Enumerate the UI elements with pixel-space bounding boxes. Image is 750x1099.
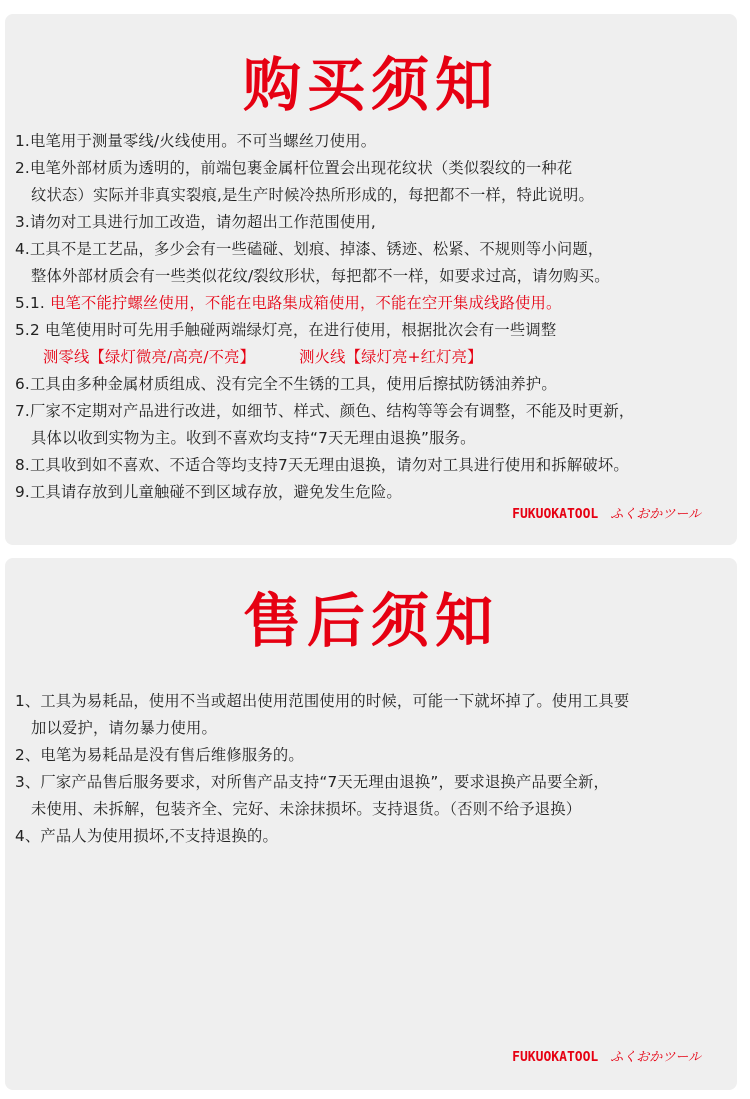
warning-number: 5.1.: [15, 294, 45, 312]
list-item: 2、电笔为易耗品是没有售后维修服务的。: [15, 746, 304, 764]
list-item: 3.请勿对工具进行加工改造，请勿超出工作范围使用,: [15, 213, 376, 231]
list-item-test-results: [15, 344, 723, 371]
list-item: 5.2 电笔使用时可先用手触碰两端绿灯亮，在进行使用，根据批次会有一些调整: [15, 321, 557, 339]
list-item: 未使用、未拆解，包装齐全、完好、未涂抹损坏。支持退货。（否则不给予退换）: [31, 800, 582, 818]
list-item: 加以爱护，请勿暴力使用。: [31, 719, 217, 737]
brand-latin: FUKUOKATOOL: [512, 1050, 599, 1065]
aftersale-notice-card: [5, 558, 737, 1090]
list-item: 纹状态）实际并非真实裂痕,是生产时候冷热所形成的，每把都不一样，特此说明。: [31, 186, 594, 204]
list-item: 1.电笔用于测量零线/火线使用。不可当螺丝刀使用。: [15, 132, 377, 150]
warning-text: 电笔不能拧螺丝使用，不能在电路集成箱使用，不能在空开集成线路使用。: [50, 294, 562, 312]
brand-latin: FUKUOKATOOL: [512, 507, 599, 522]
list-item: 6.工具由多种金属材质组成、没有完全不生锈的工具，使用后擦拭防锈油养护。: [15, 375, 557, 393]
fire-line-test: 测火线【绿灯亮+红灯亮】: [299, 348, 483, 366]
list-item: 1、工具为易耗品，使用不当或超出使用范围使用的时候，可能一下就坏掉了。使用工具要: [15, 692, 630, 710]
brand-logo: [512, 503, 701, 522]
list-item: 4、产品人为使用损坏,不支持退换的。: [15, 827, 278, 845]
list-item: 4.工具不是工艺品，多少会有一些磕碰、划痕、掉漆、锈迹、松紧、不规则等小问题，: [15, 240, 604, 258]
list-item: 3、厂家产品售后服务要求，对所售产品支持“7天无理由退换”，要求退换产品要全新，: [15, 773, 610, 791]
list-item: 整体外部材质会有一些类似花纹/裂纹形状，每把都不一样，如要求过高，请勿购买。: [31, 267, 610, 285]
aftersale-notice-list: [15, 688, 723, 850]
list-item-warning: [15, 290, 723, 317]
brand-japanese: ふくおかツール: [610, 507, 701, 522]
list-item: 2.电笔外部材质为透明的，前端包裹金属杆位置会出现花纹状（类似裂纹的一种花: [15, 159, 573, 177]
purchase-notice-card: [5, 14, 737, 545]
purchase-notice-title: 购买须知: [242, 51, 499, 119]
aftersale-notice-title: 售后须知: [242, 587, 499, 655]
purchase-notice-list: [15, 128, 723, 506]
list-item: 具体以收到实物为主。收到不喜欢均支持“7天无理由退换”服务。: [31, 429, 476, 447]
list-item: 7.厂家不定期对产品进行改进，如细节、样式、颜色、结构等等会有调整，不能及时更新，: [15, 402, 635, 420]
zero-line-test: 测零线【绿灯微亮/高亮/不亮】: [43, 348, 256, 366]
brand-logo: [512, 1046, 701, 1065]
list-item: 9.工具请存放到儿童触碰不到区域存放，避免发生危险。: [15, 483, 402, 501]
list-item: 8.工具收到如不喜欢、不适合等均支持7天无理由退换，请勿对工具进行使用和拆解破坏。: [15, 456, 629, 474]
brand-japanese: ふくおかツール: [610, 1050, 701, 1065]
